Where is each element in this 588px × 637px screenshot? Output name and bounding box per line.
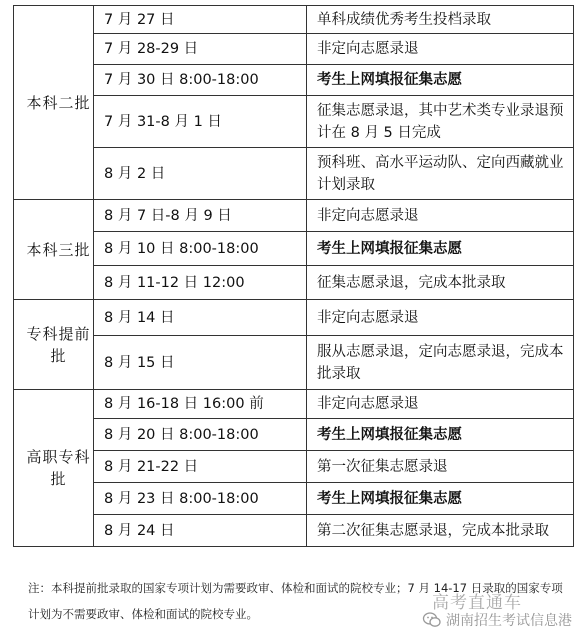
table-row — [14, 96, 574, 148]
table-row — [14, 515, 574, 547]
table-row — [14, 336, 574, 390]
table-row — [14, 266, 574, 300]
item-cell: 征集志愿录退，其中艺术类专业录退预计在 8 月 5 日完成 — [307, 96, 574, 148]
date-cell: 8 月 15 日 — [94, 336, 307, 390]
batch-cell: 专科提前批 — [14, 300, 94, 390]
date-cell: 8 月 20 日 8:00-18:00 — [94, 419, 307, 451]
admission-schedule-table — [13, 5, 574, 547]
batch-cell: 本科二批 — [14, 6, 94, 200]
table-row — [14, 200, 574, 232]
item-cell: 预科班、高水平运动队、定向西藏就业计划录取 — [307, 148, 574, 200]
table-row — [14, 232, 574, 266]
item-cell: 单科成绩优秀考生投档录取 — [307, 6, 574, 34]
item-cell: 非定向志愿录退 — [307, 300, 574, 336]
table-row — [14, 300, 574, 336]
date-cell: 8 月 11-12 日 12:00 — [94, 266, 307, 300]
table-row — [14, 148, 574, 200]
table-row — [14, 65, 574, 96]
date-cell: 8 月 16-18 日 16:00 前 — [94, 390, 307, 419]
watermark-title: 高考直通车 — [432, 593, 522, 613]
date-cell: 8 月 10 日 8:00-18:00 — [94, 232, 307, 266]
date-cell: 8 月 23 日 8:00-18:00 — [94, 483, 307, 515]
item-cell: 征集志愿录退，完成本批录取 — [307, 266, 574, 300]
item-cell: 非定向志愿录退 — [307, 390, 574, 419]
item-cell: 考生上网填报征集志愿 — [307, 483, 574, 515]
batch-cell: 本科三批 — [14, 200, 94, 300]
date-cell: 7 月 28-29 日 — [94, 34, 307, 65]
item-cell: 非定向志愿录退 — [307, 34, 574, 65]
date-cell: 8 月 24 日 — [94, 515, 307, 547]
item-cell: 考生上网填报征集志愿 — [307, 232, 574, 266]
date-cell: 8 月 21-22 日 — [94, 451, 307, 483]
table-row — [14, 483, 574, 515]
watermark — [420, 588, 588, 637]
item-cell: 第二次征集志愿录退，完成本批录取 — [307, 515, 574, 547]
item-cell: 第一次征集志愿录退 — [307, 451, 574, 483]
date-cell: 8 月 2 日 — [94, 148, 307, 200]
table-row — [14, 390, 574, 419]
item-cell: 非定向志愿录退 — [307, 200, 574, 232]
wechat-icon — [422, 610, 442, 630]
item-cell: 服从志愿录退，定向志愿录退，完成本批录取 — [307, 336, 574, 390]
item-cell: 考生上网填报征集志愿 — [307, 419, 574, 451]
table-row — [14, 6, 574, 34]
table-row — [14, 34, 574, 65]
date-cell: 7 月 30 日 8:00-18:00 — [94, 65, 307, 96]
watermark-source: 湖南招生考试信息港 — [446, 613, 572, 629]
date-cell: 8 月 14 日 — [94, 300, 307, 336]
item-cell: 考生上网填报征集志愿 — [307, 65, 574, 96]
table-row — [14, 419, 574, 451]
date-cell: 8 月 7 日-8 月 9 日 — [94, 200, 307, 232]
footnote: 注：本科提前批录取的国家专项计划为需要政审、体检和面试的院校专业；7 月 14-17 日录取的国家专项计划为不需要政审、体检和面试的院校专业。 — [28, 581, 563, 621]
date-cell: 7 月 27 日 — [94, 6, 307, 34]
batch-cell: 高职专科 批 — [14, 390, 94, 547]
date-cell: 7 月 31-8 月 1 日 — [94, 96, 307, 148]
